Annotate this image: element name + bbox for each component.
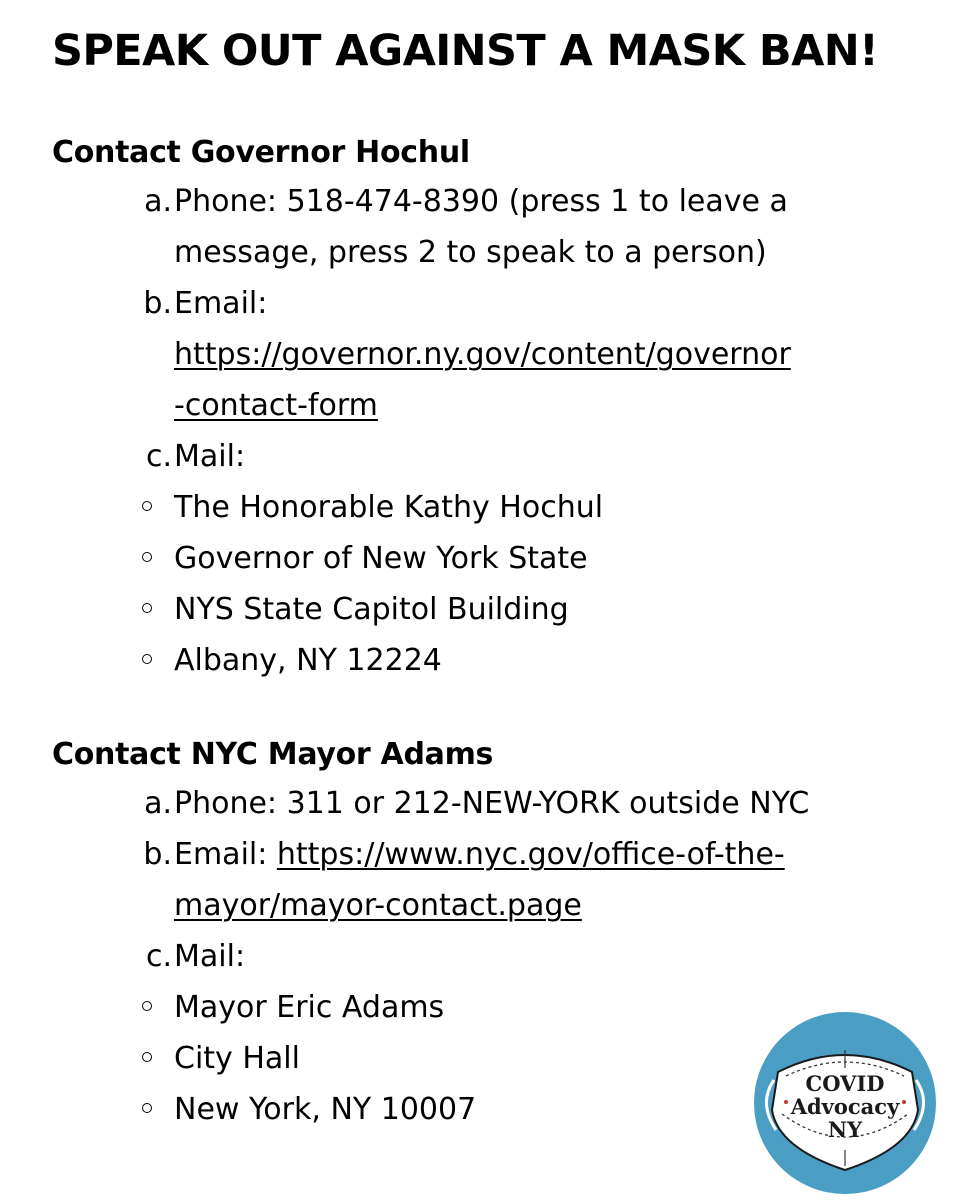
governor-email-link-continued[interactable]: -contact-form	[174, 388, 378, 423]
logo-line-advocacy: Advocacy	[790, 1093, 900, 1119]
mask-logo-icon	[752, 1010, 938, 1196]
circle-bullet-icon	[142, 552, 152, 562]
mayor-mail-label: Mail:	[174, 939, 246, 974]
governor-phone-item-continued	[52, 227, 932, 278]
mayor-heading: Contact NYC Mayor Adams	[52, 737, 494, 772]
address-text: Albany, NY 12224	[174, 643, 442, 678]
governor-phone-item	[52, 176, 932, 227]
governor-contact-section	[52, 130, 932, 686]
governor-phone-text-continued: message, press 2 to speak to a person)	[174, 235, 767, 270]
list-marker: a.	[144, 184, 172, 219]
mayor-mail-item	[52, 931, 932, 982]
list-marker: c.	[145, 939, 172, 974]
governor-phone-text: Phone: 518-474-8390 (press 1 to leave a	[174, 184, 788, 219]
governor-mail-item	[52, 431, 932, 482]
mayor-email-label: Email:	[174, 837, 277, 872]
address-line	[52, 584, 932, 635]
logo-line-ny: NY	[827, 1116, 863, 1142]
circle-bullet-icon	[142, 603, 152, 613]
governor-mail-label: Mail:	[174, 439, 246, 474]
governor-contact-list	[52, 176, 932, 686]
address-text: The Honorable Kathy Hochul	[174, 490, 604, 525]
list-marker: a.	[144, 786, 172, 821]
list-marker: c.	[145, 439, 172, 474]
mayor-email-link-continued[interactable]: mayor/mayor-contact.page	[174, 888, 582, 923]
page-title: SPEAK OUT AGAINST A MASK BAN!	[52, 26, 879, 76]
logo-line-covid: COVID	[805, 1070, 885, 1096]
governor-email-label: Email:	[174, 286, 268, 321]
circle-bullet-icon	[142, 1052, 152, 1062]
address-text: Mayor Eric Adams	[174, 990, 445, 1025]
mayor-phone-item	[52, 778, 932, 829]
address-text: Governor of New York State	[174, 541, 588, 576]
mayor-email-item	[52, 829, 932, 880]
governor-email-item	[52, 278, 932, 329]
address-line	[52, 482, 932, 533]
governor-email-link-row	[52, 329, 932, 380]
list-marker: b.	[143, 837, 172, 872]
mayor-email-link[interactable]: https://www.nyc.gov/office-of-the-	[276, 837, 785, 872]
mayor-email-link-row-continued	[52, 880, 932, 931]
address-line	[52, 533, 932, 584]
address-line	[52, 635, 932, 686]
circle-bullet-icon	[142, 1103, 152, 1113]
governor-email-link-row-continued	[52, 380, 932, 431]
circle-bullet-icon	[142, 654, 152, 664]
address-text: City Hall	[174, 1041, 300, 1076]
mayor-phone-text: Phone: 311 or 212-NEW-YORK outside NYC	[174, 786, 810, 821]
address-text: New York, NY 10007	[174, 1092, 477, 1127]
governor-heading: Contact Governor Hochul	[52, 135, 470, 170]
circle-bullet-icon	[142, 1001, 152, 1011]
governor-email-link[interactable]: https://governor.ny.gov/content/governor	[174, 337, 791, 372]
covid-advocacy-ny-logo	[752, 1010, 938, 1196]
circle-bullet-icon	[142, 501, 152, 511]
list-marker: b.	[143, 286, 172, 321]
address-text: NYS State Capitol Building	[174, 592, 569, 627]
